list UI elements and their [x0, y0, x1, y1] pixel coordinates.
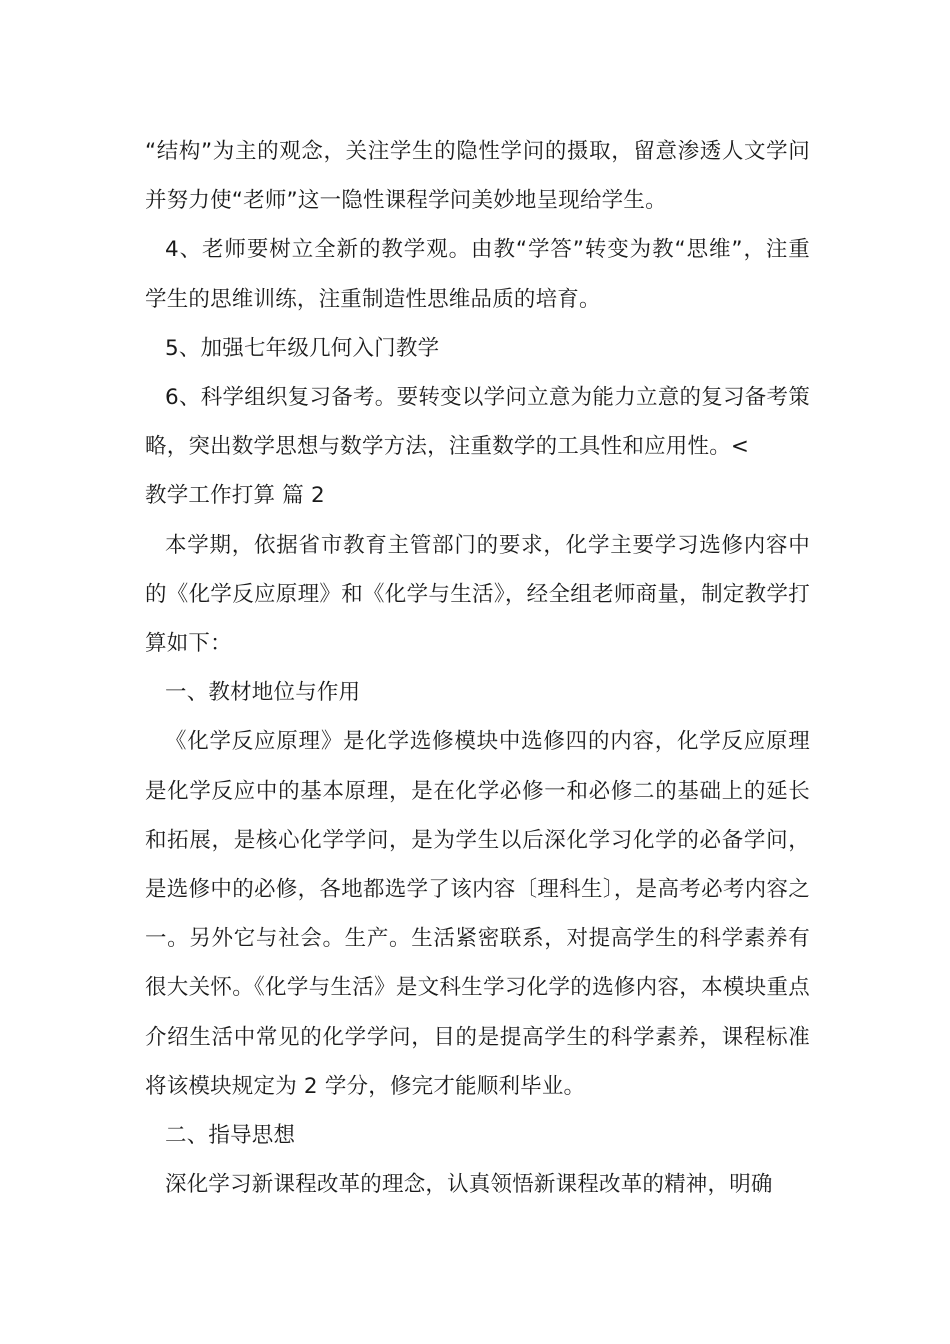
- paragraph-item-4: 4、老师要树立全新的教学观。由教“学答”转变为教“思维”，注重学生的思维训练，注重制造性思维品质的培育。: [145, 237, 810, 312]
- document-body: [145, 127, 810, 1209]
- paragraph-guiding-thought: 深化学习新课程改革的理念，认真领悟新课程改革的精神，明确: [165, 1172, 773, 1198]
- section-title: 教学工作打算 篇 2: [145, 483, 325, 509]
- paragraph-item-5: 5、加强七年级几何入门教学: [165, 335, 440, 361]
- paragraph-item-6: 6、科学组织复习备考。要转变以学问立意为能力立意的复习备考策略，突出数学思想与数学方法，注重数学的工具性和应用性。<: [145, 385, 810, 460]
- heading-guiding-thought: 二、指导思想: [165, 1123, 296, 1149]
- heading-textbook-role: 一、教材地位与作用: [165, 680, 361, 706]
- paragraph-intro: 本学期，依据省市教育主管部门的要求，化学主要学习选修内容中的《化学反应原理》和《化学与生活》，经全组老师商量，制定教学打算如下：: [145, 532, 810, 657]
- paragraph-textbook-role: 《化学反应原理》是化学选修模块中选修四的内容，化学反应原理是化学反应中的基本原理，是在化学必修一和必修二的基础上的延长和拓展，是核心化学学问，是为学生以后深化学习化学的必备学问，是选修中的必修，各地都选学了该内容〔理科生〕，是高考必考内容之一。另外它与社会。生产。生活紧密联系，对提高学生的科学素养有很大关怀。《化学与生活》是文科生学习化学的选修内容，本模块重点介绍生活中常见的化学学问，目的是提高学生的科学素养，课程标准将该模块规定为 2 学分，修完才能顺利毕业。: [145, 729, 810, 1099]
- paragraph-continuation: “结构”为主的观念，关注学生的隐性学问的摄取，留意渗透人文学问并努力使“老师”这一隐性课程学问美妙地呈现给学生。: [145, 139, 810, 214]
